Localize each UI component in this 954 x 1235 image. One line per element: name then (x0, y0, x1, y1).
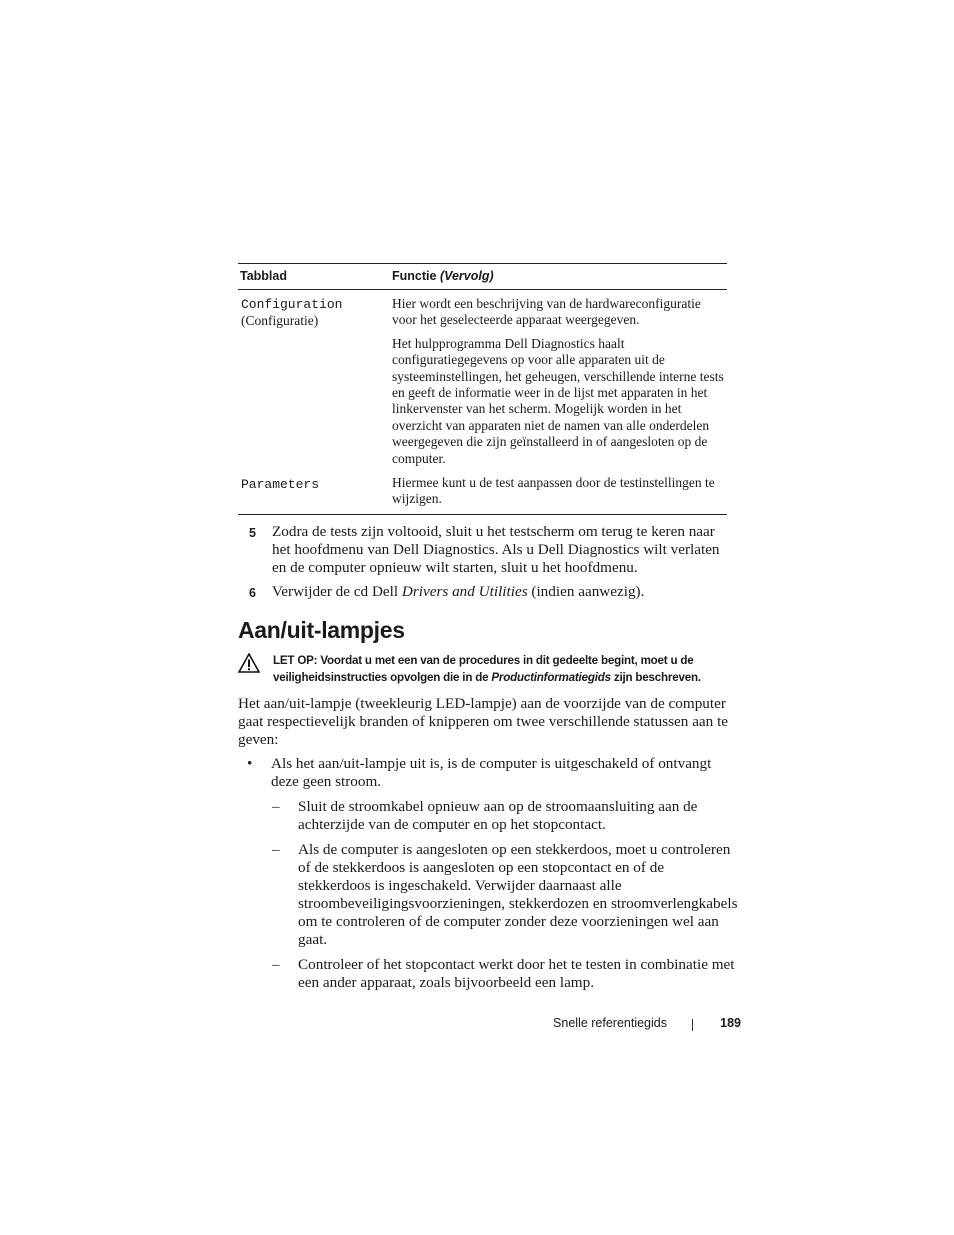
dash-marker: – (272, 798, 280, 815)
sub-item-text: Controleer of het stopcontact werkt door het te testen in combinatie met een ander apparaat, zoals bijvoorbeeld een lamp. (298, 956, 735, 991)
section-title: Aan/uit-lampjes (238, 617, 405, 643)
step-item (249, 583, 737, 601)
caution-notice (238, 652, 738, 686)
step-number: 6 (249, 586, 256, 600)
caution-label: LET OP: (273, 654, 318, 667)
sub-list-item (238, 798, 738, 834)
tab-code: Parameters (241, 477, 320, 493)
dash-marker: – (272, 956, 280, 973)
sub-item-text: Sluit de stroomkabel opnieuw aan op de stroomaansluiting aan de achterzijde van de computer en op het stopcontact. (298, 798, 698, 833)
header-functie: Functie (Vervolg) (392, 269, 494, 283)
page-footer (238, 1016, 741, 1036)
footer-separator (692, 1019, 693, 1031)
warning-triangle-icon (238, 653, 260, 673)
dash-marker: – (272, 841, 280, 858)
step-text: Zodra de tests zijn voltooid, sluit u het testscherm om terug te keren naar het hoofdmenu van Dell Diagnostics. Als u Dell Diagnostics wilt verlaten en de computer opnieuw wilt starten, sluit u het hoofdmenu. (272, 523, 720, 576)
sub-item-text: Als de computer is aangesloten op een stekkerdoos, moet u controleren of de stekkerdoos is aangesloten op een stopcontact en of de stekkerdoos is ingeschakeld. Verwijder daarnaast alle stroombeveiligingsvoorzieningen, stekkerdozen en stroomverlengkabels om te controleren of de computer zonder deze voorzieningen wel aan gaat. (298, 841, 738, 948)
table-row (238, 473, 727, 514)
function-table (238, 263, 727, 515)
bullet-marker: • (247, 755, 253, 772)
step-text: Verwijder de cd Dell Drivers and Utilities (indien aanwezig). (272, 583, 645, 600)
table-bottom-rule (238, 514, 727, 515)
list-item (238, 755, 738, 791)
sub-list-item (238, 956, 738, 992)
row-function (392, 296, 727, 467)
tab-label: (Configuratie) (241, 313, 319, 328)
table-row (238, 290, 727, 473)
footer-label: Snelle referentiegids (553, 1016, 667, 1030)
bullet-text: Als het aan/uit-lampje uit is, is de computer is uitgeschakeld of ontvangt deze geen stroom. (271, 755, 712, 790)
table-header (238, 264, 727, 289)
step-number: 5 (249, 526, 256, 540)
function-paragraph: Hiermee kunt u de test aanpassen door de testinstellingen te wijzigen. (392, 475, 715, 507)
intro-paragraph: Het aan/uit-lampje (tweekleurig LED-lampje) aan de voorzijde van de computer gaat respectievelijk branden of knipperen om twee verschillende statussen aan te geven: (238, 695, 729, 748)
caution-text: LET OP: Voordat u met een van de procedures in dit gedeelte begint, moet u de veiligheidsinstructies opvolgen die in de Productinformatiegids zijn beschreven. (273, 654, 701, 684)
function-paragraph: Het hulpprogramma Dell Diagnostics haalt configuratiegegevens op voor alle apparaten uit de systeeminstellingen, het geheugen, verschillende interne tests en geeft de informatie weer in de lijst met apparaten in het linkervenster van het scherm. Mogelijk worden in het overzicht van apparaten niet de namen van alle onderdelen weergegeven die zijn geïnstalleerd in of aangesloten op de computer. (392, 335, 724, 466)
sub-list-item (238, 841, 738, 949)
function-paragraph: Hier wordt een beschrijving van de hardwareconfiguratie voor het geselecteerde apparaat weergegeven. (392, 296, 701, 328)
page-number: 189 (720, 1016, 741, 1030)
numbered-steps (249, 523, 737, 607)
header-tabblad: Tabblad (240, 269, 287, 283)
step-item (249, 523, 737, 577)
row-tab-name (241, 297, 342, 329)
tab-code: Configuration (241, 297, 343, 312)
row-function (392, 475, 727, 508)
bullet-list (238, 755, 738, 992)
